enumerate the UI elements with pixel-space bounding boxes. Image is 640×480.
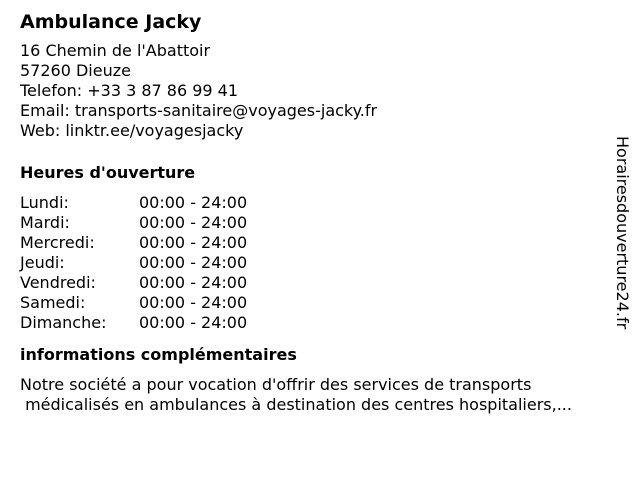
time-range: 00:00 - 24:00 — [139, 233, 248, 252]
time-range: 00:00 - 24:00 — [139, 313, 248, 332]
day-label: Samedi: — [20, 293, 86, 312]
street-address: 16 Chemin de l'Abattoir — [20, 41, 211, 60]
description-line: Notre société a pour vocation d'offrir des services de transports — [20, 375, 532, 394]
business-name: Ambulance Jacky — [20, 11, 202, 33]
hours-row-tuesday — [20, 213, 610, 233]
hours-row-sunday — [20, 313, 610, 333]
info-heading: informations complémentaires — [20, 345, 297, 364]
phone-line: Telefon: +33 3 87 86 99 41 — [20, 81, 239, 100]
day-label: Mardi: — [20, 213, 70, 232]
day-label: Lundi: — [20, 193, 69, 212]
day-label: Jeudi: — [20, 253, 65, 272]
time-range: 00:00 - 24:00 — [139, 293, 248, 312]
postal-city: 57260 Dieuze — [20, 61, 131, 80]
time-range: 00:00 - 24:00 — [139, 253, 248, 272]
hours-row-monday — [20, 193, 610, 213]
hours-table — [20, 193, 610, 333]
web-line: Web: linktr.ee/voyagesjacky — [20, 121, 244, 140]
hours-row-saturday — [20, 293, 610, 313]
contact-block — [20, 41, 610, 141]
day-label: Mercredi: — [20, 233, 95, 252]
hours-row-friday — [20, 273, 610, 293]
day-label: Dimanche: — [20, 313, 107, 332]
hours-row-thursday — [20, 253, 610, 273]
hours-heading: Heures d'ouverture — [20, 163, 196, 182]
business-card — [20, 10, 610, 415]
time-range: 00:00 - 24:00 — [139, 213, 248, 232]
site-watermark: Horairesdouverture24.fr — [613, 136, 632, 330]
day-label: Vendredi: — [20, 273, 96, 292]
time-range: 00:00 - 24:00 — [139, 193, 248, 212]
email-line: Email: transports-sanitaire@voyages-jacky.fr — [20, 101, 378, 120]
time-range: 00:00 - 24:00 — [139, 273, 248, 292]
hours-row-wednesday — [20, 233, 610, 253]
description — [20, 375, 610, 415]
description-line: médicalisés en ambulances à destination des centres hospitaliers,... — [20, 395, 572, 414]
